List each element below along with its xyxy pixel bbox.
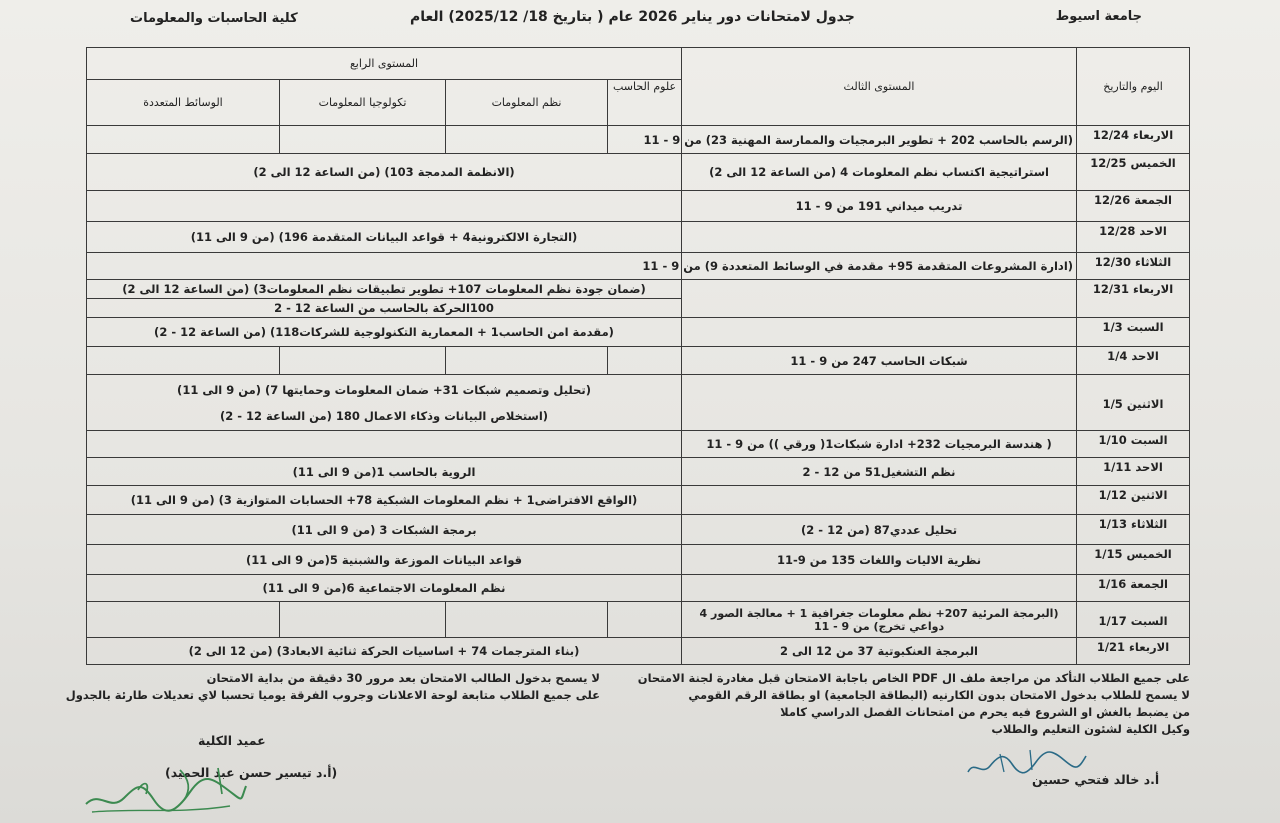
table-row <box>87 602 1190 638</box>
level3-cell: تحليل عددي87 (من 12 - 2) <box>682 515 1077 545</box>
table-row <box>87 515 1190 545</box>
level4-cell: نظم المعلومات الاجتماعية 6(من 9 الى 11) <box>87 575 682 602</box>
day-date-header: اليوم والتاريخ <box>1077 48 1190 126</box>
vice-dean-name: أ.د خالد فتحي حسين <box>1032 772 1160 787</box>
note-line: على جميع الطلاب التأكد من مراجعة ملف ال PDF الخاص باجابة الامتحان قبل مغادرة لجنة الامتحان <box>637 671 1190 685</box>
level3-cell: البرمجة العنكبوتية 37 من 12 الى 2 <box>682 638 1077 665</box>
level4-cell <box>87 375 682 431</box>
level4-cell <box>608 602 682 638</box>
day-cell: الجمعة 12/26 <box>1077 191 1190 222</box>
level4-cell <box>280 347 446 375</box>
day-cell: الجمعة 1/16 <box>1077 575 1190 602</box>
dean-name: (أ.د تيسير حسن عبد الحميد) <box>165 765 338 780</box>
table-row <box>87 638 1190 665</box>
level4-cell <box>87 280 682 318</box>
level4-cell <box>87 602 280 638</box>
level3-cell: نظرية الاليات واللغات 135 من 9-11 <box>682 545 1077 575</box>
level4-cell: الروية بالحاسب 1(من 9 الى 11) <box>87 458 682 486</box>
level4-cell <box>87 191 682 222</box>
level3-cell: ( هندسة البرمجيات 232+ ادارة شبكات1( ورقي )) من 9 - 11 <box>682 431 1077 458</box>
level4-cell <box>608 347 682 375</box>
day-cell: الثلاثاء 1/13 <box>1077 515 1190 545</box>
subheader-is: نظم المعلومات <box>446 80 608 126</box>
level3-cell: تدريب ميداني 191 من 9 - 11 <box>682 191 1077 222</box>
level4-header: المستوى الرابع <box>87 48 682 80</box>
day-cell: الاربعاء 12/24 <box>1077 126 1190 154</box>
level4-cell: (التجارة الالكترونية4 + قواعد البيانات المتقدمة 196) (من 9 الى 11) <box>87 222 682 253</box>
table-row <box>87 431 1190 458</box>
level3-cell <box>682 575 1077 602</box>
table-row <box>87 154 1190 191</box>
table-row <box>87 318 1190 347</box>
level4-cell: برمجة الشبكات 3 (من 9 الى 11) <box>87 515 682 545</box>
level4-cell <box>87 126 280 154</box>
level4-line: (ضمان جودة نظم المعلومات 107+ تطوير تطبيقات نظم المعلومات3) (من الساعة 12 الى 2) <box>87 280 681 299</box>
table-row <box>87 253 1190 280</box>
level3-cell: (الرسم بالحاسب 202 + تطوير البرمجيات والممارسة المهنية 23) من 9 - 11 <box>682 126 1077 154</box>
note-line: وكيل الكلية لشئون التعليم والطلاب <box>991 722 1190 736</box>
level4-line: (تحليل وتصميم شبكات 31+ ضمان المعلومات وحمايتها 7) (من 9 الى 11) <box>177 382 591 397</box>
day-cell: السبت 1/17 <box>1077 602 1190 638</box>
level4-cell: (مقدمة امن الحاسب1 + المعمارية التكنولوجية للشركات118) (من الساعة 12 - 2) <box>87 318 682 347</box>
subheader-cs: علوم الحاسب <box>608 80 682 126</box>
day-cell: السبت 1/3 <box>1077 318 1190 347</box>
university-name: جامعة اسيوط <box>1055 9 1142 24</box>
level4-cell <box>446 126 608 154</box>
level4-cell: قواعد البيانات الموزعة والشبنية 5(من 9 الى 11) <box>87 545 682 575</box>
level4-cell <box>87 253 682 280</box>
level3-cell <box>682 375 1077 431</box>
level3-cell <box>682 280 1077 318</box>
exam-schedule-table <box>86 47 1190 665</box>
level4-cell <box>87 431 682 458</box>
table-row <box>87 545 1190 575</box>
dean-title: عميد الكلية <box>198 733 266 748</box>
level4-line: (استخلاص البيانات وذكاء الاعمال 180 (من الساعة 12 - 2) <box>219 408 549 423</box>
table-row <box>87 280 1190 318</box>
instructions-left <box>66 670 600 704</box>
college-name: كلية الحاسبات والمعلومات <box>130 11 298 26</box>
level4-cell: (الواقع الافتراضى1 + نظم المعلومات الشبكية 78+ الحسابات المتوازية 3) (من 9 الى 11) <box>87 486 682 515</box>
note-line: على جميع الطلاب متابعة لوحة الاعلانات وجروب الفرقة يوميا تحسبا لاي تعديلات طارئة بالجدول <box>65 688 600 702</box>
dean-signature <box>80 760 250 820</box>
table-row <box>87 375 1190 431</box>
day-cell: الاثنين 1/12 <box>1077 486 1190 515</box>
day-cell: الاربعاء 12/31 <box>1077 280 1190 318</box>
level3-cell: نظم التشغيل51 من 12 - 2 <box>682 458 1077 486</box>
document-title: جدول لامتحانات دور يناير 2026 عام ( بتاريخ 18/ 2025/12) العام <box>410 9 855 25</box>
level4-cell <box>446 602 608 638</box>
level3-cell: (ادارة المشروعات المتقدمة 95+ مقدمة في الوسائط المتعددة 9) من 9 - 11 <box>682 253 1077 280</box>
level3-cell <box>682 222 1077 253</box>
subheader-mm: الوسائط المتعددة <box>87 80 280 126</box>
day-cell: الاحد 1/11 <box>1077 458 1190 486</box>
table-row <box>87 486 1190 515</box>
table-row <box>87 126 1190 154</box>
day-cell: الثلاثاء 12/30 <box>1077 253 1190 280</box>
table-row <box>87 347 1190 375</box>
level4-cell <box>87 347 280 375</box>
note-line: من يضبط بالغش او الشروع فيه يحرم من امتحانات الفصل الدراسي كاملا <box>780 705 1190 719</box>
day-cell: الاحد 12/28 <box>1077 222 1190 253</box>
table-row <box>87 191 1190 222</box>
day-cell: الاثنين 1/5 <box>1077 375 1190 431</box>
day-cell: السبت 1/10 <box>1077 431 1190 458</box>
table-row <box>87 222 1190 253</box>
note-line: لا يسمح بدخول الطالب الامتحان بعد مرور 30 دقيقة من بداية الامتحان <box>206 671 600 685</box>
day-cell: الخميس 1/15 <box>1077 545 1190 575</box>
subheader-it: تكولوجيا المعلومات <box>280 80 446 126</box>
level3-cell <box>682 486 1077 515</box>
day-cell: الخميس 12/25 <box>1077 154 1190 191</box>
level3-cell: استراتيجية اكتساب نظم المعلومات 4 (من الساعة 12 الى 2) <box>682 154 1077 191</box>
level3-cell: (البرمجة المرئية 207+ نظم معلومات جغرافية 1 + معالجة الصور 4 دواعي تخرج) من 9 - 11 <box>682 602 1077 638</box>
level4-cell: (الانظمة المدمجة 103) (من الساعة 12 الى 2) <box>87 154 682 191</box>
day-cell: الاربعاء 1/21 <box>1077 638 1190 665</box>
day-cell: الاحد 1/4 <box>1077 347 1190 375</box>
level4-cell <box>280 126 446 154</box>
vice-dean-signature <box>960 742 1090 782</box>
level4-cell <box>446 347 608 375</box>
table-row <box>87 575 1190 602</box>
note-line: لا يسمح للطلاب بدخول الامتحان بدون الكارنيه (البطاقة الجامعية) او بطاقة الرقم القومي <box>688 688 1190 702</box>
instructions-right <box>638 670 1190 738</box>
table-row <box>87 458 1190 486</box>
level4-line: 100الحركة بالحاسب من الساعة 12 - 2 <box>274 301 494 315</box>
level3-cell <box>682 318 1077 347</box>
level4-cell: (بناء المترجمات 74 + اساسيات الحركة ثنائية الابعاد3) (من 12 الى 2) <box>87 638 682 665</box>
level3-cell: شبكات الحاسب 247 من 9 - 11 <box>682 347 1077 375</box>
level3-header: المستوى الثالث <box>682 48 1077 126</box>
level4-cell <box>280 602 446 638</box>
